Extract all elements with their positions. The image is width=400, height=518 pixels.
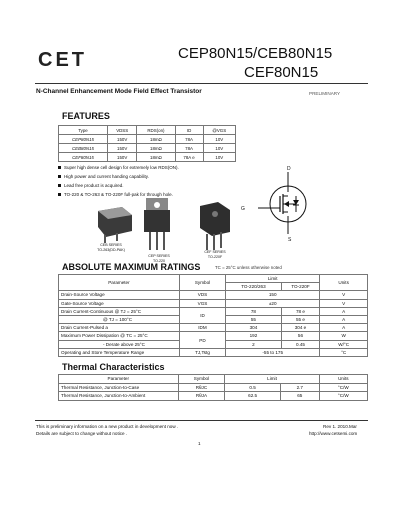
value-cell: 0.45: [281, 340, 320, 348]
header-cell: ID: [175, 126, 203, 135]
revision-label: Rev 1. 2010.Mar: [323, 424, 357, 429]
abs-max-condition: TC = 25°C unless otherwise noted: [215, 265, 282, 270]
document-subtitle: N-Channel Enhancement Mode Field Effect Transistor: [36, 88, 202, 95]
table-cell: 78A e: [175, 153, 203, 162]
thermal-heading: Thermal Characteristics: [62, 362, 165, 372]
value-cell: 304 e: [281, 324, 320, 332]
param-cell: @ TJ = 100°C: [59, 315, 180, 323]
table-row: [59, 307, 368, 315]
header-cell: Symbol: [179, 275, 225, 291]
mosfet-symbol-icon: [258, 172, 318, 234]
unit-cell: W/°C: [320, 340, 368, 348]
header-cell: Symbol: [178, 375, 225, 384]
unit-cell: A: [320, 307, 368, 315]
value-cell: 65: [280, 392, 319, 401]
table-header-row: [59, 126, 236, 135]
feature-bullet: Lead free product is acquired.: [58, 183, 124, 188]
to220f-package-image: [196, 200, 236, 252]
header-cell: Parameter: [59, 375, 179, 384]
header-cell: RDS(on): [137, 126, 175, 135]
value-cell: -55 to 175: [226, 348, 320, 356]
symbol-cell: ID: [179, 307, 225, 323]
value-cell: 150: [226, 291, 320, 299]
table-cell: 10V: [203, 135, 235, 144]
pin-label-source: S: [288, 237, 292, 243]
features-heading: FEATURES: [62, 111, 110, 121]
symbol-cell: TJ,Tstg: [179, 348, 225, 356]
param-cell: Thermal Resistance, Junction-to-Case: [59, 383, 179, 392]
type-cell: CEF80N15: [59, 153, 108, 162]
table-cell: 78A: [175, 135, 203, 144]
header-cell: TO-220/263: [226, 283, 282, 291]
value-cell: 192: [226, 332, 282, 340]
package-label-cef: CEF SERIES TO-220F: [204, 250, 226, 259]
header-cell: @VGS: [203, 126, 235, 135]
package-label-ceb: CEB SERIES TO-263(DD-PAK): [97, 243, 125, 252]
param-cell: Drain-Source Voltage: [59, 291, 180, 299]
symbol-cell: VDS: [179, 291, 225, 299]
value-cell: 0.5: [225, 383, 281, 392]
header-cell: VDSS: [108, 126, 137, 135]
param-cell: Gate-Source Voltage: [59, 299, 180, 307]
unit-cell: °C/W: [319, 383, 367, 392]
symbol-cell: RθJA: [178, 392, 225, 401]
table-cell: 10V: [203, 153, 235, 162]
header-cell: Limit: [225, 375, 319, 384]
table-header-row: [59, 275, 368, 283]
feature-bullet: TO-220 & TO-263 & TO-220F full-pak for through hole.: [58, 192, 173, 197]
header-cell: Type: [59, 126, 108, 135]
website-label: http://www.cetsemi.com: [309, 431, 358, 436]
value-cell: 304: [226, 324, 282, 332]
value-cell: 56: [281, 332, 320, 340]
type-cell: CEB80N15: [59, 144, 108, 153]
header-cell: Parameter: [59, 275, 180, 291]
header-cell: Units: [320, 275, 368, 291]
footer-divider: [35, 420, 368, 421]
value-cell: 55: [226, 315, 282, 323]
value-cell: 2.7: [280, 383, 319, 392]
table-row: [59, 299, 368, 307]
features-table: [58, 125, 236, 162]
unit-cell: °C/W: [319, 392, 367, 401]
symbol-cell: IDM: [179, 324, 225, 332]
feature-bullet: Super high dense cell design for extremely low RDS(ON).: [58, 165, 179, 170]
table-cell: 150V: [108, 153, 137, 162]
value-cell: 55 e: [281, 315, 320, 323]
table-row: [59, 348, 368, 356]
table-cell: 18mΩ: [137, 135, 175, 144]
part-number-title-2: CEF80N15: [244, 64, 319, 81]
value-cell: 78: [226, 307, 282, 315]
param-cell: Drain Current-Pulsed a: [59, 324, 180, 332]
header-divider: [35, 83, 368, 84]
unit-cell: W: [320, 332, 368, 340]
value-cell: 2: [226, 340, 282, 348]
company-logo: CET: [38, 49, 87, 71]
table-row: [59, 153, 236, 162]
param-cell: Maximum Power Dissipation @ TC = 25°C: [59, 332, 180, 340]
table-header-row: [59, 375, 368, 384]
type-cell: CEP80N15: [59, 135, 108, 144]
param-cell: Drain Current-Continuous @ TJ = 25°C: [59, 307, 180, 315]
table-row: [59, 144, 236, 153]
page-number: 1: [198, 441, 201, 446]
footer-notice-2: Details are subject to change without notice .: [36, 431, 128, 436]
header-cell: Limit: [226, 275, 320, 283]
unit-cell: A: [320, 315, 368, 323]
value-cell: 62.5: [225, 392, 281, 401]
footer-notice-1: This is preliminary information on a new product in development now .: [36, 424, 179, 429]
table-row: [59, 392, 368, 401]
table-cell: 150V: [108, 135, 137, 144]
header-cell: TO-220F: [281, 283, 320, 291]
table-cell: 150V: [108, 144, 137, 153]
param-cell: Thermal Resistance, Junction-to-Ambient: [59, 392, 179, 401]
unit-cell: V: [320, 299, 368, 307]
unit-cell: A: [320, 324, 368, 332]
symbol-cell: VGS: [179, 299, 225, 307]
table-row: [59, 135, 236, 144]
table-row: [59, 291, 368, 299]
preliminary-label: PRELIMINARY: [309, 91, 341, 96]
symbol-cell: RθJC: [178, 383, 225, 392]
pin-label-gate: G: [241, 206, 245, 212]
table-row: [59, 383, 368, 392]
param-cell: - Derate above 25°C: [59, 340, 180, 348]
abs-max-table: [58, 274, 368, 357]
symbol-cell: PD: [179, 332, 225, 348]
unit-cell: °C: [320, 348, 368, 356]
abs-max-heading: ABSOLUTE MAXIMUM RATINGS: [62, 262, 201, 272]
table-cell: 10V: [203, 144, 235, 153]
table-cell: 18mΩ: [137, 144, 175, 153]
value-cell: ±20: [226, 299, 320, 307]
thermal-table: [58, 374, 368, 401]
table-row: [59, 324, 368, 332]
param-cell: Operating and Store Temperature Range: [59, 348, 180, 356]
to263-package-image: [92, 205, 137, 245]
table-cell: 78A: [175, 144, 203, 153]
value-cell: 78 e: [281, 307, 320, 315]
pin-label-drain: D: [287, 166, 291, 172]
package-label-cep: CEP SERIES TO-220: [148, 254, 170, 263]
to220-package-image: [140, 196, 178, 254]
unit-cell: V: [320, 291, 368, 299]
header-cell: Units: [319, 375, 367, 384]
table-row: [59, 332, 368, 340]
part-number-title: CEP80N15/CEB80N15: [178, 45, 333, 62]
table-cell: 18mΩ: [137, 153, 175, 162]
feature-bullet: High power and current handing capability.: [58, 174, 149, 179]
